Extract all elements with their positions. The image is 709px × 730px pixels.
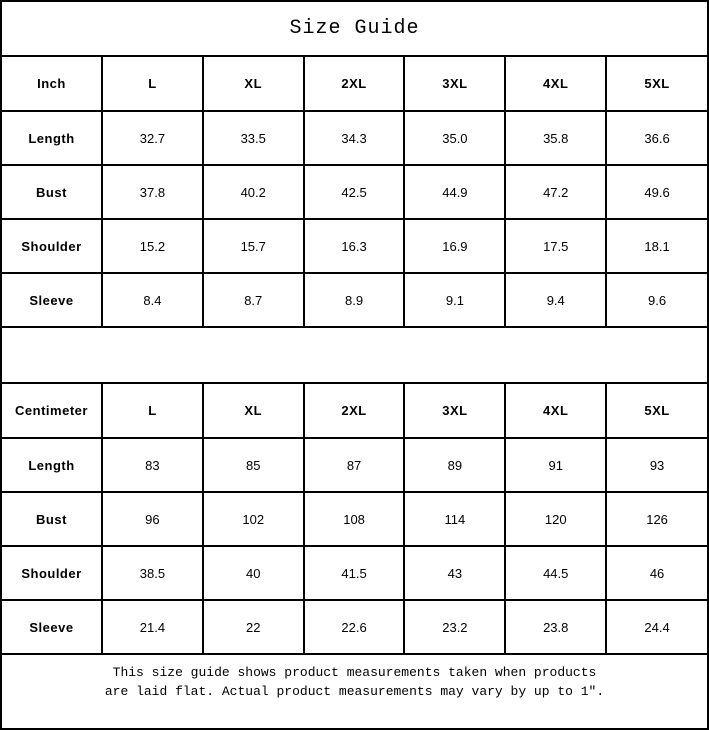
size-header-cell: 4XL	[505, 57, 606, 111]
unit-header-cell: Centimeter	[2, 384, 102, 438]
value-cell: 41.5	[304, 546, 405, 600]
value-cell: 108	[304, 492, 405, 546]
footer-note-line1: This size guide shows product measurements taken when products	[112, 664, 597, 680]
value-cell: 8.7	[203, 273, 304, 327]
row-label-cell: Bust	[2, 492, 102, 546]
table-row	[2, 492, 707, 546]
value-cell: 22	[203, 600, 304, 654]
value-cell: 8.4	[102, 273, 203, 327]
row-label-cell: Sleeve	[2, 273, 102, 327]
value-cell: 15.7	[203, 219, 304, 273]
value-cell: 15.2	[102, 219, 203, 273]
value-cell: 87	[304, 438, 405, 492]
size-header-cell: L	[102, 57, 203, 111]
size-header-cell: 5XL	[606, 384, 707, 438]
value-cell: 46	[606, 546, 707, 600]
value-cell: 9.4	[505, 273, 606, 327]
footer-note	[2, 655, 707, 708]
table-row	[2, 111, 707, 165]
value-cell: 44.5	[505, 546, 606, 600]
centimeter-table	[2, 384, 707, 655]
size-header-cell: 5XL	[606, 57, 707, 111]
spacer-row	[2, 328, 707, 384]
value-cell: 40	[203, 546, 304, 600]
table-row	[2, 273, 707, 327]
size-header-cell: 4XL	[505, 384, 606, 438]
value-cell: 91	[505, 438, 606, 492]
row-label-cell: Shoulder	[2, 219, 102, 273]
value-cell: 36.6	[606, 111, 707, 165]
row-label-cell: Bust	[2, 165, 102, 219]
value-cell: 44.9	[404, 165, 505, 219]
value-cell: 40.2	[203, 165, 304, 219]
row-label-cell: Length	[2, 111, 102, 165]
value-cell: 38.5	[102, 546, 203, 600]
value-cell: 93	[606, 438, 707, 492]
table-row	[2, 600, 707, 654]
value-cell: 114	[404, 492, 505, 546]
table-row	[2, 219, 707, 273]
inch-table	[2, 57, 707, 328]
centimeter-header-row	[2, 384, 707, 438]
value-cell: 18.1	[606, 219, 707, 273]
value-cell: 49.6	[606, 165, 707, 219]
page-title: Size Guide	[2, 2, 707, 57]
value-cell: 17.5	[505, 219, 606, 273]
value-cell: 16.9	[404, 219, 505, 273]
row-label-cell: Shoulder	[2, 546, 102, 600]
value-cell: 85	[203, 438, 304, 492]
value-cell: 32.7	[102, 111, 203, 165]
table-row	[2, 546, 707, 600]
value-cell: 120	[505, 492, 606, 546]
value-cell: 37.8	[102, 165, 203, 219]
size-header-cell: XL	[203, 57, 304, 111]
table-row	[2, 165, 707, 219]
footer-note-line2: are laid flat. Actual product measurements may vary by up to 1″.	[104, 683, 605, 699]
value-cell: 42.5	[304, 165, 405, 219]
value-cell: 23.8	[505, 600, 606, 654]
size-header-cell: 2XL	[304, 57, 405, 111]
value-cell: 22.6	[304, 600, 405, 654]
unit-header-cell: Inch	[2, 57, 102, 111]
value-cell: 89	[404, 438, 505, 492]
size-header-cell: 3XL	[404, 384, 505, 438]
size-header-cell: 3XL	[404, 57, 505, 111]
size-header-cell: XL	[203, 384, 304, 438]
value-cell: 34.3	[304, 111, 405, 165]
value-cell: 16.3	[304, 219, 405, 273]
value-cell: 24.4	[606, 600, 707, 654]
size-header-cell: 2XL	[304, 384, 405, 438]
size-header-cell: L	[102, 384, 203, 438]
value-cell: 102	[203, 492, 304, 546]
value-cell: 21.4	[102, 600, 203, 654]
value-cell: 47.2	[505, 165, 606, 219]
value-cell: 33.5	[203, 111, 304, 165]
value-cell: 9.6	[606, 273, 707, 327]
value-cell: 83	[102, 438, 203, 492]
value-cell: 35.8	[505, 111, 606, 165]
value-cell: 35.0	[404, 111, 505, 165]
value-cell: 9.1	[404, 273, 505, 327]
row-label-cell: Length	[2, 438, 102, 492]
value-cell: 23.2	[404, 600, 505, 654]
table-row	[2, 438, 707, 492]
value-cell: 96	[102, 492, 203, 546]
inch-header-row	[2, 57, 707, 111]
value-cell: 43	[404, 546, 505, 600]
row-label-cell: Sleeve	[2, 600, 102, 654]
value-cell: 126	[606, 492, 707, 546]
value-cell: 8.9	[304, 273, 405, 327]
